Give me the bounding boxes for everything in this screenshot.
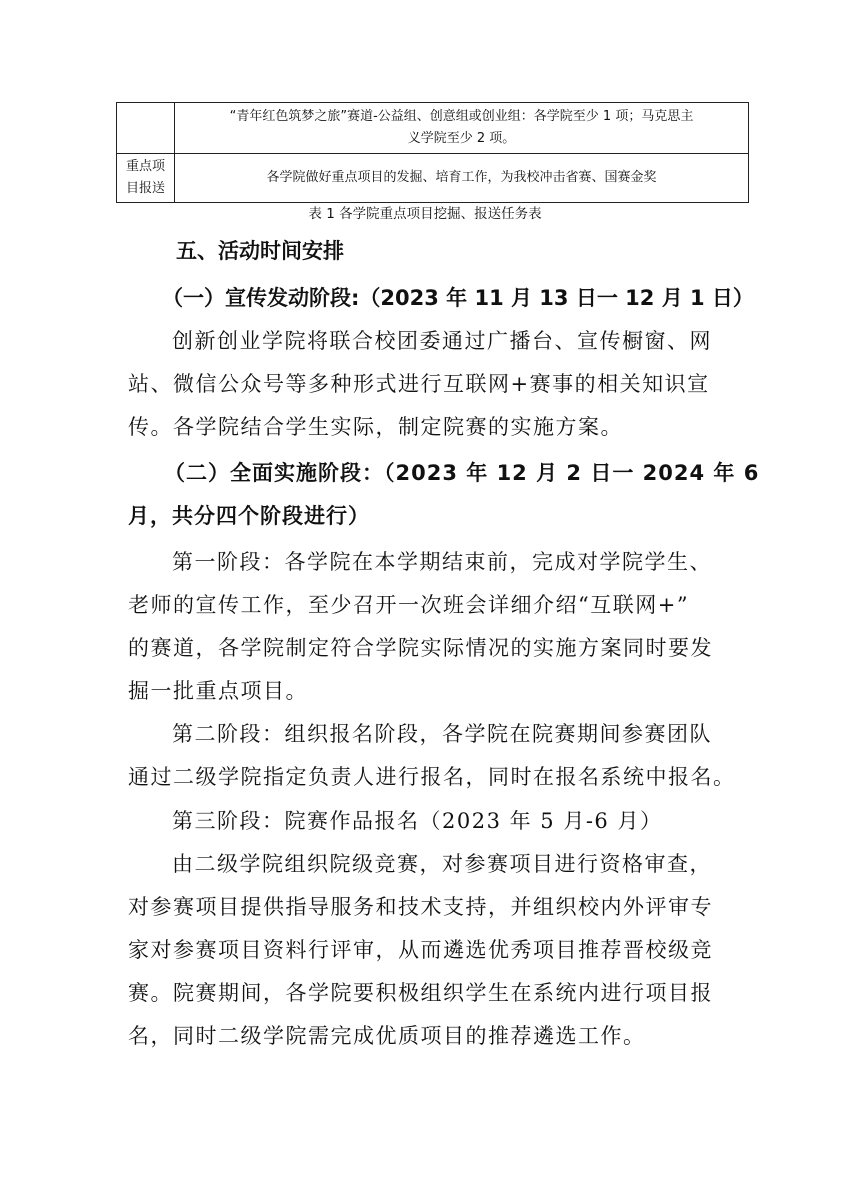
table-row [117, 103, 749, 154]
paragraph-line: 通过二级学院指定负责人进行报名，同时在报名系统中报名。 [128, 765, 736, 789]
paragraph-line: 家对参赛项目资料行评审，从而遴选优秀项目推荐晋校级竞 [128, 938, 713, 962]
paragraph-line: 由二级学院组织院级竞赛，对参赛项目进行资格审查， [172, 852, 712, 876]
stage2-paragraph [128, 713, 736, 799]
paragraph-line: 传。各学院结合学生实际，制定院赛的实施方案。 [128, 415, 623, 439]
section-heading: 五、活动时间安排 [176, 239, 344, 263]
task-table [116, 102, 749, 203]
phase1-heading: （一）宣传发动阶段:（2023 年 11 月 13 日一 12 月 1 日） [162, 286, 754, 310]
paragraph-line: 掘一批重点项目。 [128, 679, 308, 703]
paragraph-line: 第二阶段：组织报名阶段，各学院在院赛期间参赛团队 [172, 722, 712, 746]
table-caption: 表 1 各学院重点项目挖掘、报送任务表 [308, 206, 542, 222]
table-label-cell [117, 154, 175, 203]
paragraph-line: 第三阶段：院赛作品报名（2023 年 5 月-6 月） [172, 809, 663, 833]
table-content-cell: 各学院做好重点项目的发掘、培育工作，为我校冲击省赛、国赛金奖 [175, 154, 749, 203]
paragraph-line: 对参赛项目提供指导服务和技术支持，并组织校内外评审专 [128, 895, 713, 919]
phase2-heading [128, 452, 760, 538]
table-label-cell [117, 103, 175, 154]
paragraph-line: 名，同时二级学院需完成优质项目的推荐遴选工作。 [128, 1024, 646, 1048]
table-content-cell [175, 103, 749, 154]
stage1-paragraph [128, 541, 728, 713]
stage3-paragraph [128, 800, 728, 843]
paragraph-line: 的赛道，各学院制定符合学院实际情况的实施方案同时要发 [128, 636, 713, 660]
paragraph-line: 站、微信公众号等多种形式进行互联网+赛事的相关知识宣 [128, 372, 710, 396]
phase1-paragraph [128, 320, 728, 449]
paragraph-line: 老师的宣传工作，至少召开一次班会详细介绍“互联网+” [128, 593, 690, 617]
paragraph-line: 赛。院赛期间，各学院要积极组织学生在系统内进行项目报 [128, 981, 713, 1005]
table-cell-text: “青年红色筑梦之旅”赛道-公益组、创意组或创业组：各学院至少 1 项；马克思主 [229, 109, 694, 124]
paragraph-line: 第一阶段：各学院在本学期结束前，完成对学院学生、 [172, 550, 712, 574]
table-label-text: 重点项 [125, 159, 165, 174]
heading-line: （二）全面实施阶段：（2023 年 12 月 2 日一 2024 年 6 [164, 461, 760, 485]
stage3-detail-paragraph [128, 843, 728, 1058]
table-label-text: 目报送 [125, 181, 165, 196]
paragraph-line: 创新创业学院将联合校团委通过广播台、宣传橱窗、网 [172, 329, 712, 353]
heading-line: 月，共分四个阶段进行） [128, 504, 370, 528]
table-row [117, 154, 749, 203]
table-cell-text: 义学院至少 2 项。 [407, 131, 516, 146]
